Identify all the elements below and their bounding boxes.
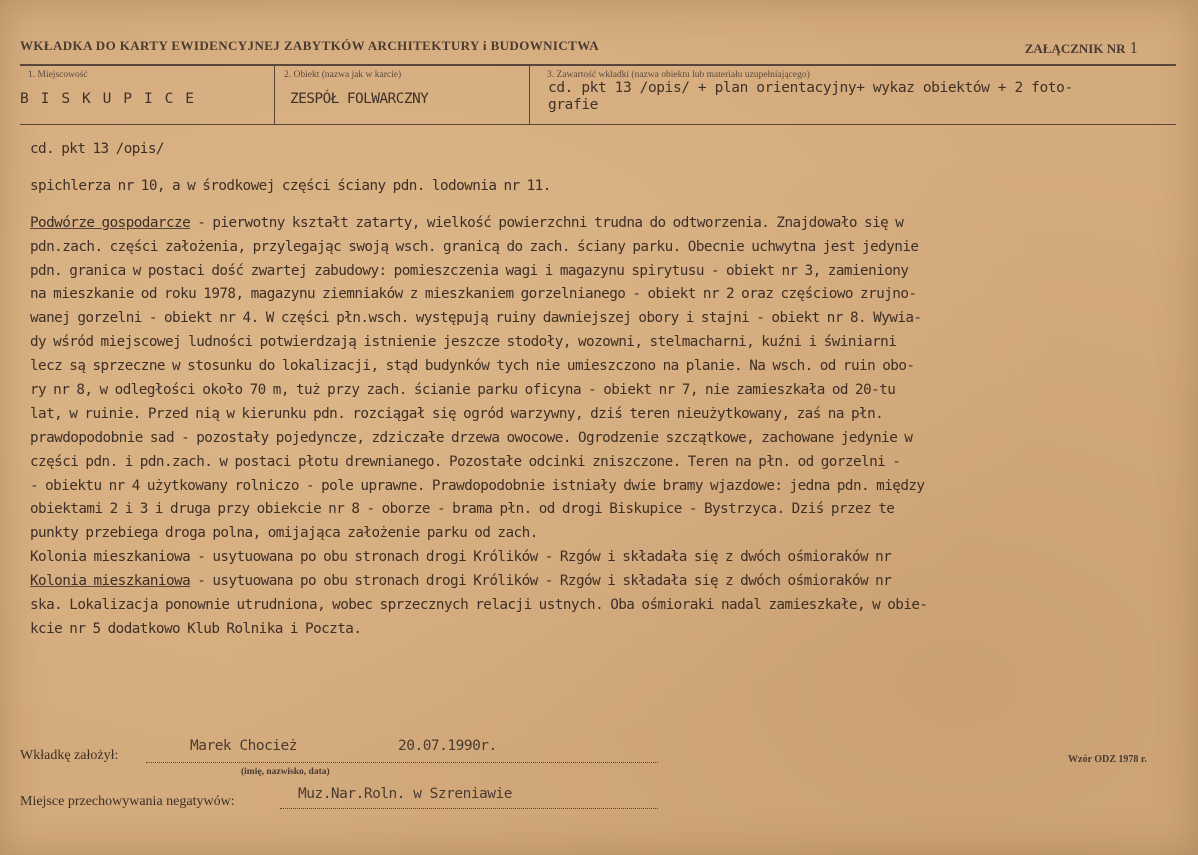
text-line: ry nr 8, w odległości około 70 m, tuż przy zach. ścianie parku oficyna - obiekt nr 7, nie zamieszkała od 20-tu — [30, 382, 896, 399]
text-line: pdn. granica w postaci dość zwartej zabudowy: pomieszczenia wagi i magazynu spirytusu - obiekt nr 3, zamieniony — [30, 262, 909, 279]
annex-label — [1025, 38, 1138, 58]
form-code: Wzór ODZ 1978 r. — [1068, 754, 1147, 765]
text-line-rest: - pierwotny kształt zatarty, wielkość powierzchni trudna do odtworzenia. Znajdowało się w — [190, 214, 904, 231]
card-title: WKŁADKA DO KARTY EWIDENCYJNEJ ZABYTKÓW ARCHITEKTURY i BUDOWNICTWA — [20, 38, 599, 53]
object-label: 2. Obiekt (nazwa jak w karcie) — [284, 70, 402, 80]
paragraph-gap — [30, 199, 1190, 212]
text-line: pdn.zach. części założenia, przylegając swoją wsch. granicą do zach. ściany parku. Obecnie uchwytna jest jedynie — [30, 238, 919, 255]
created-by-hint: (imię, nazwisko, data) — [241, 767, 330, 777]
text-line: Kolonia mieszkaniowa - usytuowana po obu stronach drogi Królików - Rzgów i składała się z dwóch ośmioraków nr — [30, 549, 892, 566]
header-bottom-rule — [20, 124, 1176, 125]
negatives-label: Miejsce przechowywania negatywów: — [20, 794, 235, 809]
locality-value: B I S K U P I C E — [20, 91, 196, 107]
content-value-line2: grafie — [548, 97, 598, 113]
text-line-with-heading — [30, 570, 1190, 594]
locality-label: 1. Miejscowość — [28, 70, 88, 80]
created-by-label: Wkładkę założył: — [20, 748, 119, 763]
text-line: na mieszkanie od roku 1978, magazynu ziemniaków z mieszkaniem gorzelnianego - obiekt nr 2 oraz częściowo zrujno- — [30, 286, 917, 303]
section-heading-farmyard: Podwórze gospodarcze — [30, 214, 191, 231]
created-by-dotted-line — [146, 762, 658, 763]
text-line: wanej gorzelni - obiekt nr 4. W części płn.wsch. występują ruiny dawniejszej obory i stajni - obiekt nr 8. Wywia- — [30, 310, 922, 327]
text-line: części pdn. i pdn.zach. w postaci płotu drewnianego. Pozostałe odcinki zniszczone. Teren na płn. od gorzelni - — [30, 453, 901, 470]
text-line: cd. pkt 13 /opis/ — [30, 141, 164, 157]
text-line-rest: - usytuowana po obu stronach drogi Królików - Rzgów i składała się z dwóch ośmioraków nr — [190, 573, 892, 590]
paragraph-gap — [30, 162, 1190, 175]
text-line: spichlerza nr 10, a w środkowej części ściany pdn. lodownia nr 11. — [30, 177, 551, 194]
description-text — [30, 138, 1190, 666]
text-line: lat, w ruinie. Przed nią w kierunku pdn. rozciągał się ogród warzywny, dziś teren nieużytkowany, zaś na płn. — [30, 405, 884, 422]
text-line-with-heading — [30, 212, 1190, 236]
section-heading-housing: Kolonia mieszkaniowa — [30, 573, 191, 590]
negatives-dotted-line — [280, 808, 658, 809]
text-line: ska. Lokalizacja ponownie utrudniona, wobec sprzecznych relacji ustnych. Oba ośmioraki nadal zamieszkałe, w obie- — [30, 597, 928, 614]
content-value-line1: cd. pkt 13 /opis/ + plan orientacyjny+ wykaz obiektów + 2 foto- — [548, 80, 1073, 96]
field-divider-2 — [529, 66, 530, 124]
text-line — [30, 642, 1190, 666]
text-line: prawdopodobnie sad - pozostały pojedyncze, zdziczałe drzewa owocowe. Ogrodzenie szczątkowe, zachowane jedynie w — [30, 429, 913, 446]
text-line: kcie nr 5 dodatkowo Klub Rolnika i Poczta. — [30, 620, 362, 637]
created-by-name: Marek Chocież — [190, 738, 297, 754]
text-line: - obiektu nr 4 użytkowany rolniczo - pole uprawne. Prawdopodobnie istniały dwie bramy wjazdowe: jedna pdn. między — [30, 477, 925, 494]
negatives-value: Muz.Nar.Roln. w Szreniawie — [298, 786, 512, 802]
annex-label-text: ZAŁĄCZNIK NR — [1024, 41, 1126, 56]
object-value: ZESPÓŁ FOLWARCZNY — [290, 91, 429, 107]
text-line: dy wśród miejscowej ludności potwierdzają istnienie jeszcze stodoły, wozowni, stelmacharni, kuźni i świniarni — [30, 334, 897, 351]
field-divider-1 — [274, 66, 275, 124]
text-line: lecz są sprzeczne w stosunku do lokalizacji, stąd budynków tych nie umieszczono na planie. Na wsch. od ruin obo- — [30, 358, 915, 375]
content-label: 3. Zawartość wkładki (nazwa obiektu lub materiału uzupełniającego) — [547, 70, 810, 80]
annex-number: 1 — [1129, 38, 1138, 57]
created-date: 20.07.1990r. — [398, 738, 497, 754]
text-line: obiektami 2 i 3 i druga przy obiekcie nr 8 - oborze - brama płn. od drogi Biskupice - Bystrzyca. Dziś przez te — [30, 501, 895, 518]
text-line: punkty przebiega droga polna, omijająca założenie parku od zach. — [30, 525, 538, 542]
header-top-rule — [20, 64, 1176, 66]
